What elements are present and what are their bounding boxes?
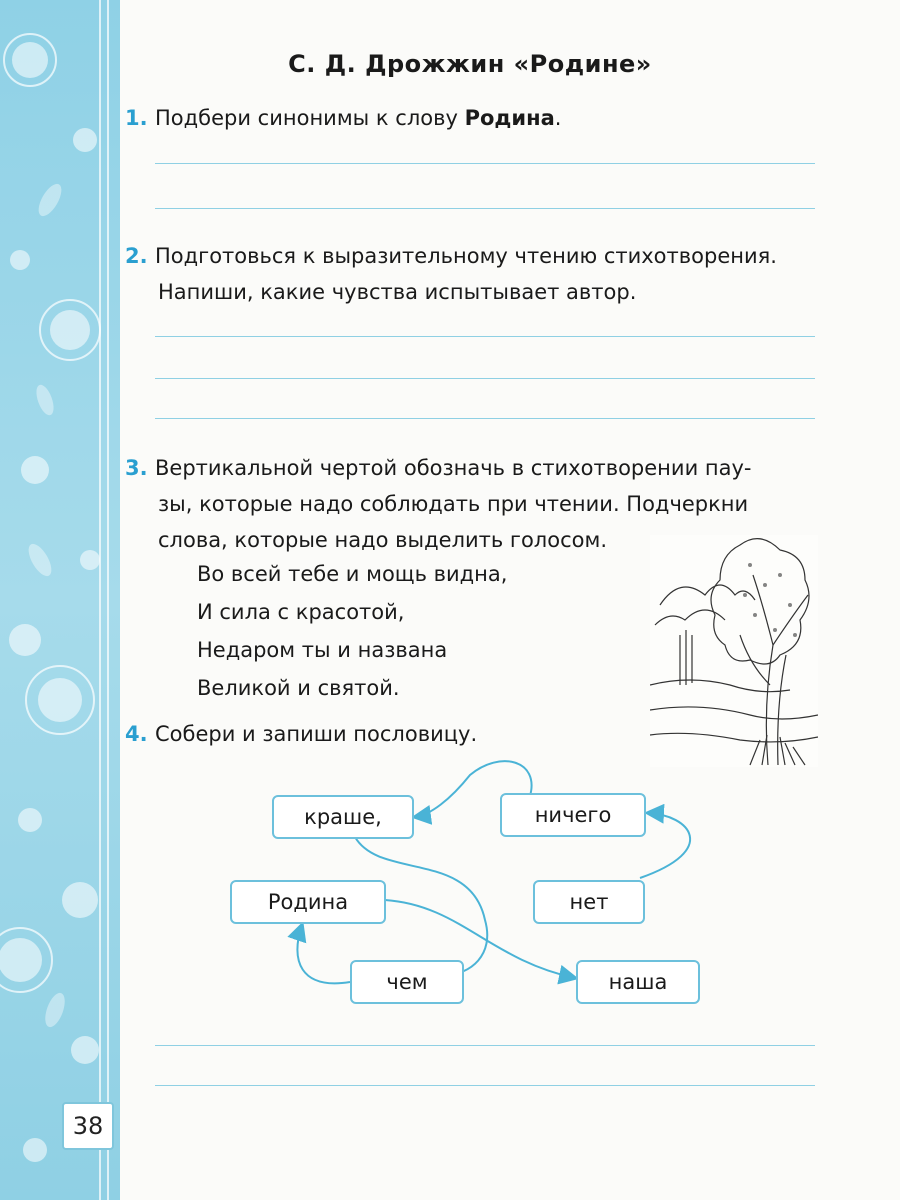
poem-line: Во всей тебе и мощь видна, — [197, 562, 508, 586]
task-text-line: Вертикальной чертой обозначь в стихотворении пау- — [155, 456, 752, 480]
task-text-line: слова, которые надо выделить голосом. — [158, 528, 607, 552]
answer-line[interactable] — [155, 1045, 815, 1046]
word-card[interactable]: ничего — [500, 793, 646, 837]
task-keyword: Родина — [464, 106, 555, 130]
poem-line: Недаром ты и названа — [197, 638, 448, 662]
poem-line: И сила с красотой, — [197, 600, 405, 624]
answer-line[interactable] — [155, 1085, 815, 1086]
task-text: Подбери синонимы к слову — [155, 106, 465, 130]
poem-line: Великой и святой. — [197, 676, 400, 700]
task-number: 3. — [125, 456, 148, 480]
task-text-line: зы, которые надо соблюдать при чтении. Подчеркни — [158, 492, 749, 516]
task-number: 2. — [125, 244, 148, 268]
task-number: 4. — [125, 722, 148, 746]
task-text-line: Подготовься к выразительному чтению стихотворения. — [155, 244, 777, 268]
task-text-end: . — [554, 106, 562, 130]
task-text: Собери и запиши пословицу. — [155, 722, 478, 746]
word-card[interactable]: нет — [533, 880, 645, 924]
task-text-line: Напиши, какие чувства испытывает автор. — [158, 280, 637, 304]
page-title: С. Д. Дрожжин «Родине» — [288, 50, 652, 78]
word-card[interactable]: чем — [350, 960, 464, 1004]
word-card[interactable]: краше, — [272, 795, 414, 839]
word-card[interactable]: наша — [576, 960, 700, 1004]
page-number: 38 — [62, 1102, 114, 1150]
task-number: 1. — [125, 106, 148, 130]
word-card[interactable]: Родина — [230, 880, 386, 924]
